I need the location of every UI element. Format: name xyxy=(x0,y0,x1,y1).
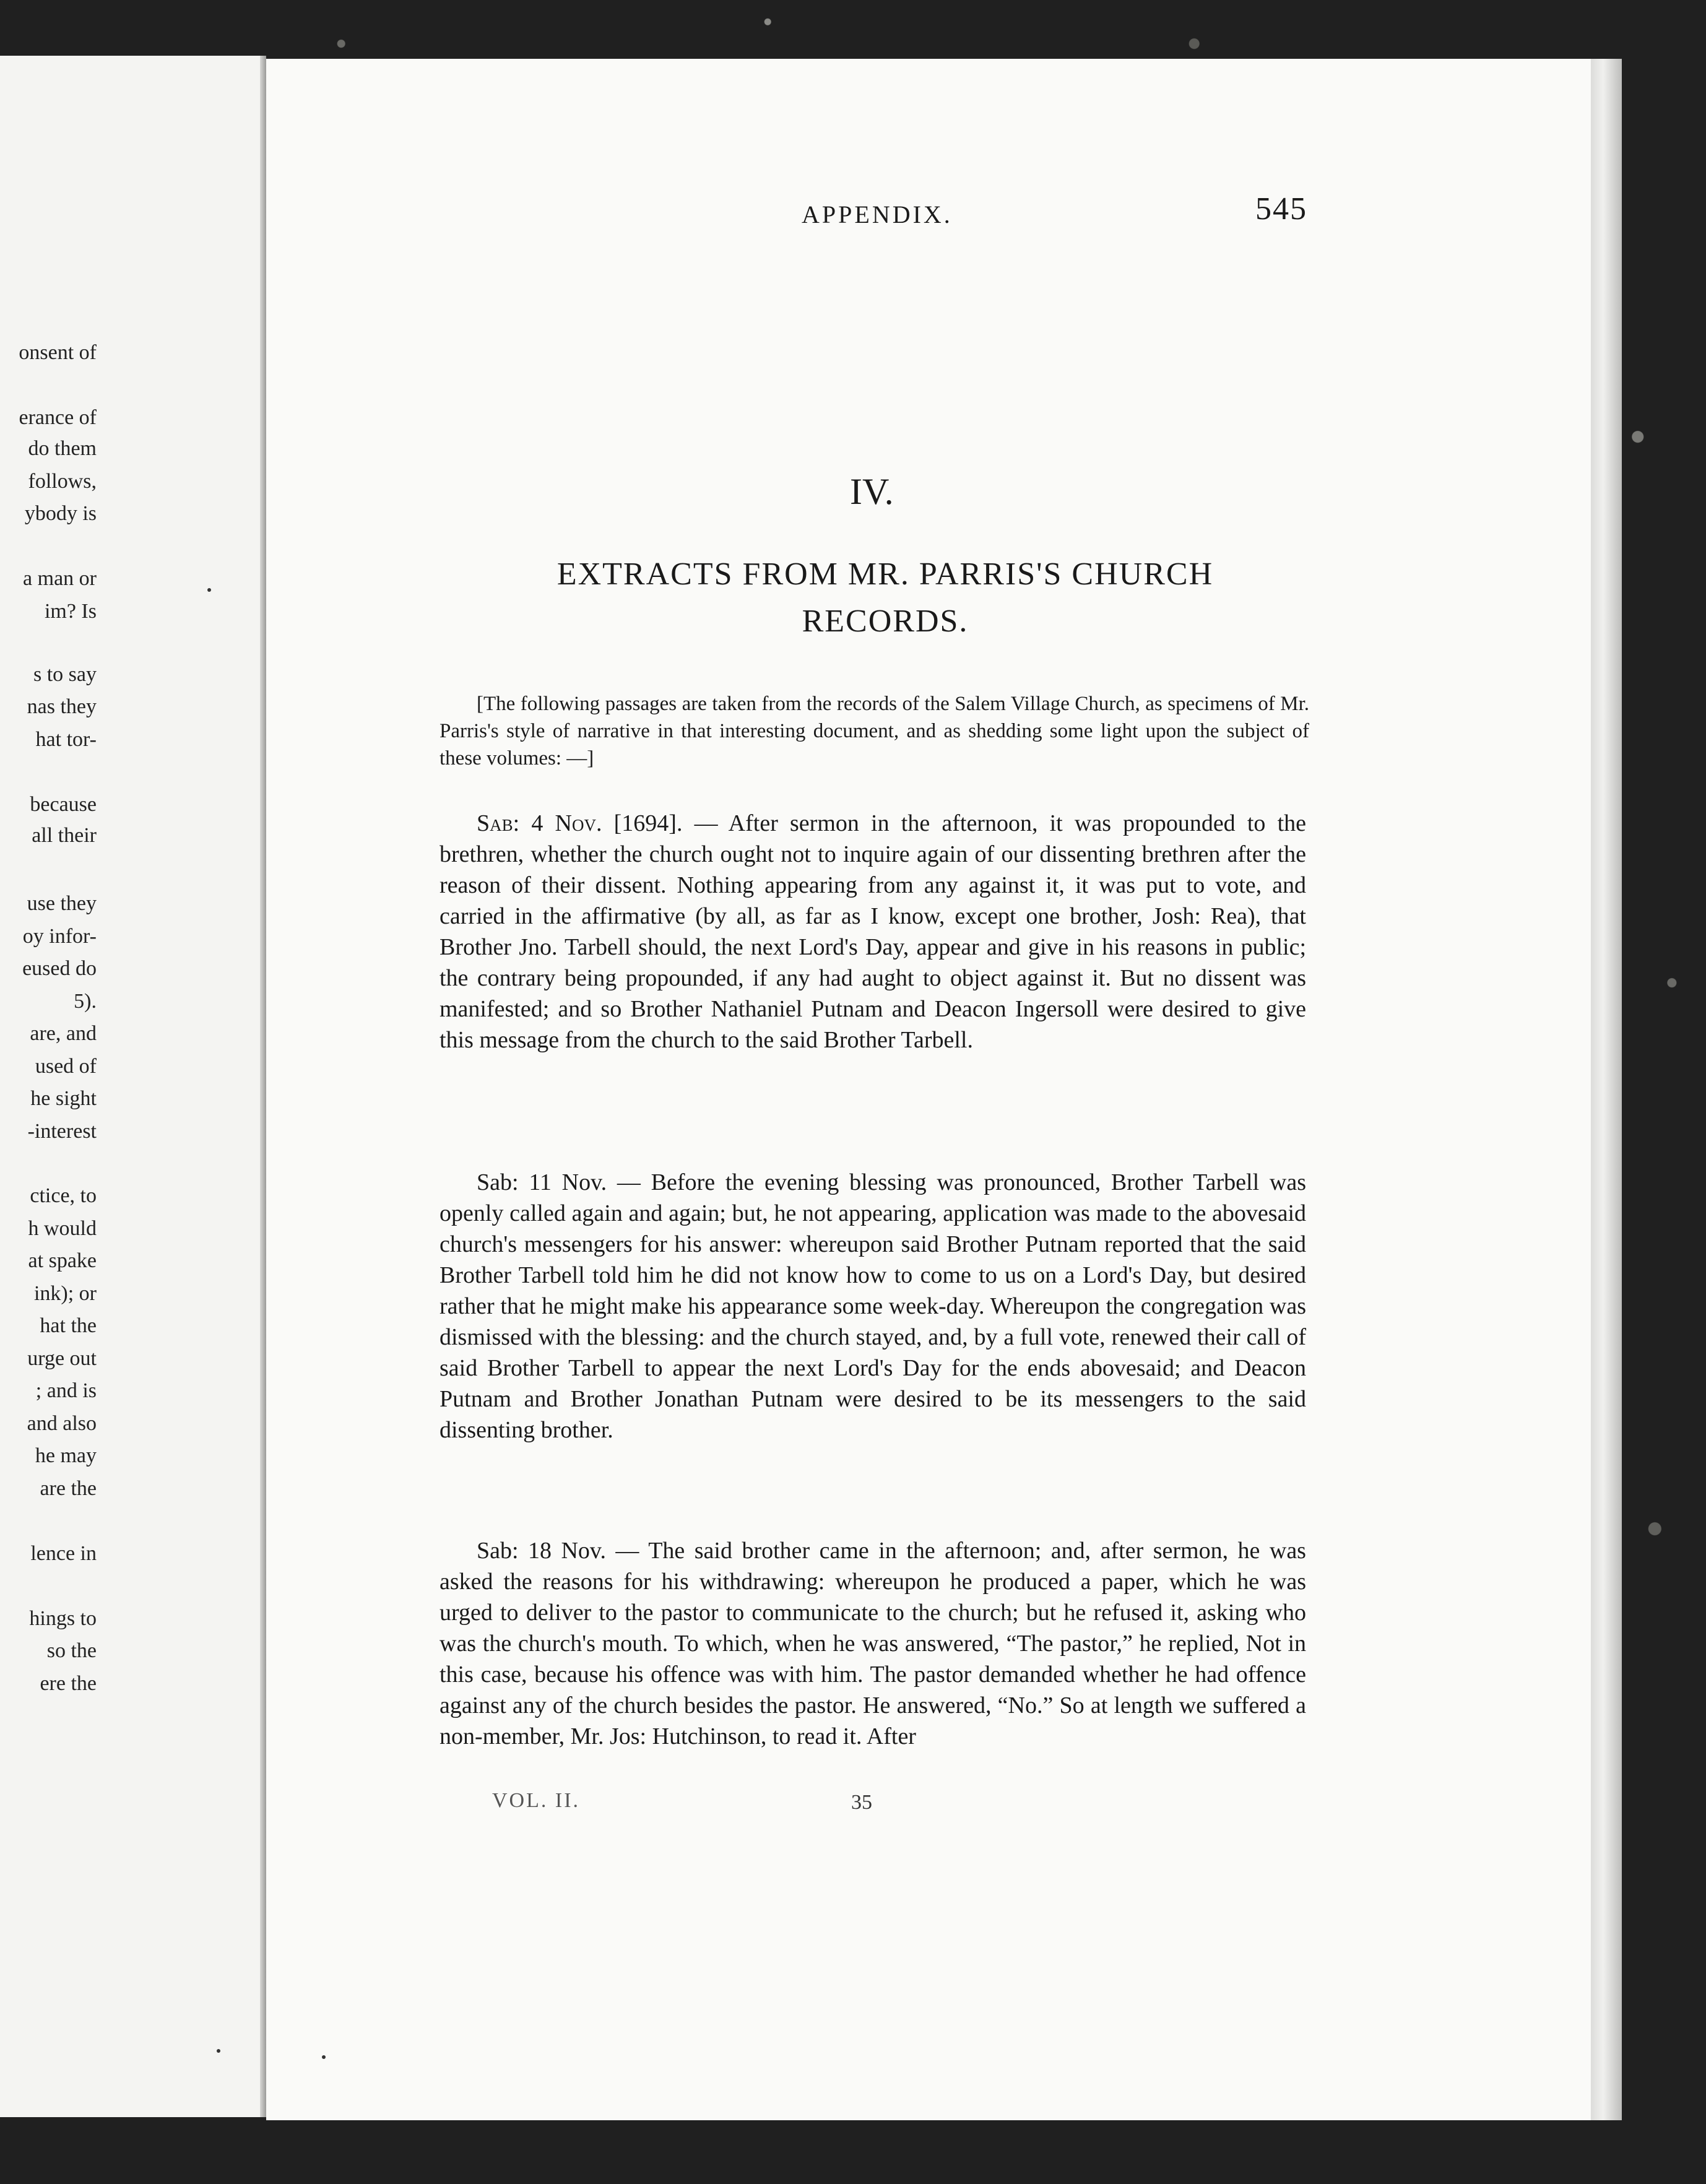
main-page xyxy=(266,59,1591,2120)
left-page-line: because xyxy=(30,793,97,816)
paragraph-date: Sab: 11 Nov. xyxy=(477,1169,607,1195)
page-edge xyxy=(1591,59,1622,2120)
left-page xyxy=(0,56,266,2117)
left-page-line: do them xyxy=(28,437,97,460)
left-page-line: hat the xyxy=(40,1314,97,1337)
left-page-line: urge out xyxy=(27,1347,97,1370)
paragraph-text: — After sermon in the afternoon, it was propounded to the brethren, whether the church ought not to inquire again of our dissenting brethren after the reason of their dissent. Nothing appearing from any against it, it was put to vote, and carried in the affirmative (by all, as far as I know, except one brother, Josh: Rea), that Brother Jno. Tarbell should, the next Lord's Day, appear and give in his reasons in public; the contrary being propounded, if any had aught to object against it. But no dissent was manifested; and so Brother Nathaniel Putnam and Deacon Ingersoll were desired to give this message from the church to the said Brother Tarbell. xyxy=(439,810,1306,1053)
left-page-line: all their xyxy=(32,824,97,847)
left-page-line: erance of xyxy=(19,406,97,429)
paragraph-nov-11 xyxy=(439,1167,1306,1445)
left-page-line: -interest xyxy=(27,1120,97,1143)
left-page-line: nas they xyxy=(27,695,97,718)
left-page-line: im? Is xyxy=(44,600,97,623)
left-page-line: s to say xyxy=(33,663,97,686)
paragraph-nov-4 xyxy=(439,808,1306,1055)
left-page-line: he sight xyxy=(30,1087,97,1110)
section-title xyxy=(446,551,1325,645)
paragraph-nov-18 xyxy=(439,1535,1306,1752)
left-page-line: ; and is xyxy=(35,1379,97,1402)
left-page-line: ctice, to xyxy=(30,1184,97,1207)
section-number: IV. xyxy=(850,471,894,512)
speck xyxy=(217,2049,220,2053)
left-page-line: ybody is xyxy=(24,502,97,525)
paragraph-text: — The said brother came in the afternoon; and, after sermon, he was asked the reasons for his withdrawing: whereupon he produced a paper, which he was urged to deliver to the pastor to communicate to the church; but he refused it, asking who was the church's mouth. To which, when he was answered, “The pastor,” he replied, Not in this case, because his offence was with him. The pastor demanded whether he had offence against any of the church besides the pastor. He answered, “No.” So at length we suffered a non-member, Mr. Jos: Hutchinson, to read it. After xyxy=(439,1538,1306,1749)
left-page-line: ink); or xyxy=(33,1282,97,1305)
left-page-line: are, and xyxy=(30,1022,97,1045)
paragraph-text: — Before the evening blessing was pronounced, Brother Tarbell was openly called again and again; but, he not appearing, application was made to the abovesaid church's messengers for his answer: whereupon said Brother Putnam reported that the said Brother Tarbell told him he did not know how to come to us on a Lord's Day, but desired rather that he might make his appearance some week-day. Whereupon the congregation was dismissed with the blessing: and the church stayed, and, by a full vote, renewed their call of said Brother Tarbell to appear the next Lord's Day for the ends abovesaid; and Deacon Putnam and Brother Jonathan Putnam were desired to be its messengers to the said dissenting brother. xyxy=(439,1169,1306,1443)
left-page-line: ere the xyxy=(40,1672,97,1695)
left-page-line: hat tor- xyxy=(35,728,97,751)
paragraph-date: Sab: 18 Nov. xyxy=(477,1538,606,1564)
speck xyxy=(322,2055,326,2059)
paragraph-date: Sab: 4 Nov. [1694]. xyxy=(477,810,683,836)
left-page-line: eused do xyxy=(22,957,97,980)
left-page-line: and also xyxy=(27,1412,97,1435)
left-page-line: onsent of xyxy=(19,341,97,364)
section-title-line-1: EXTRACTS FROM MR. PARRIS'S CHURCH xyxy=(556,557,1214,592)
left-page-line: 5). xyxy=(74,990,97,1013)
left-page-line: h would xyxy=(28,1217,97,1240)
page-number: 545 xyxy=(1255,191,1307,227)
left-page-line: a man or xyxy=(23,567,97,590)
left-page-line: he may xyxy=(35,1444,97,1467)
left-page-line: hings to xyxy=(29,1607,97,1630)
left-page-line: are the xyxy=(40,1477,97,1500)
footer-signature: 35 xyxy=(851,1791,872,1814)
section-title-line-2: RECORDS. xyxy=(802,604,969,639)
speck xyxy=(207,588,211,592)
left-page-line: oy infor- xyxy=(22,925,97,948)
left-page-line: used of xyxy=(35,1055,97,1078)
left-page-line: so the xyxy=(46,1639,97,1662)
running-head: APPENDIX. xyxy=(802,201,953,228)
footer-volume: VOL. II. xyxy=(492,1789,581,1812)
left-page-line: lence in xyxy=(30,1542,97,1565)
left-page-line: follows, xyxy=(28,470,97,493)
left-page-line: use they xyxy=(27,892,97,915)
intro-note: [The following passages are taken from the records of the Salem Village Church, as specimens of Mr. Parris's style of narrative in that interesting document, and as shedding some light upon the subject of these volumes: —] xyxy=(439,693,1309,769)
left-page-line: at spake xyxy=(28,1249,97,1272)
